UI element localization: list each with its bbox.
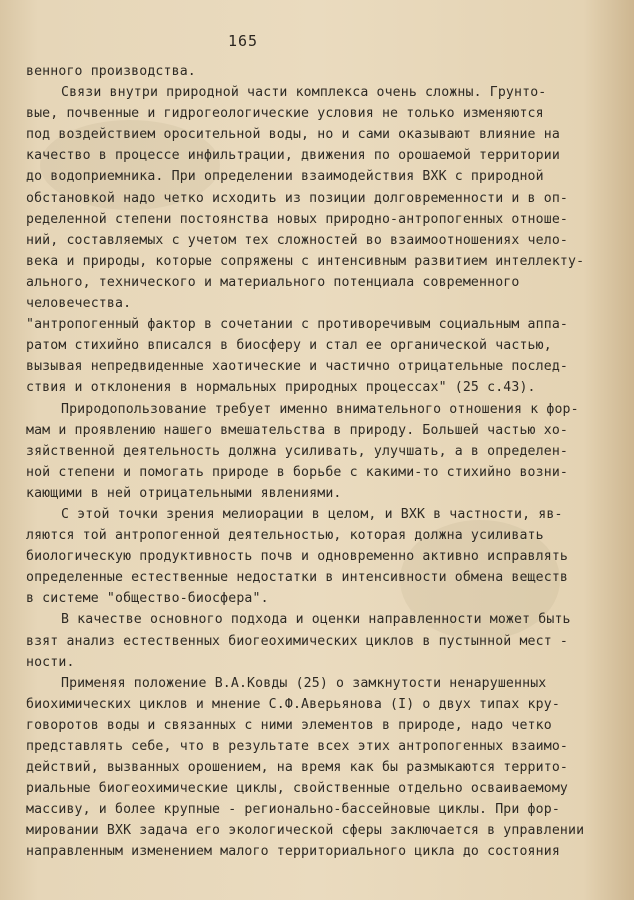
text-line: массиву, и более крупные - регионально-бассейновые циклы. При фор- bbox=[26, 802, 560, 818]
page-number: 165 bbox=[228, 32, 259, 50]
text-line: направленным изменением малого территориального цикла до состояния bbox=[26, 844, 560, 860]
text-line: ляются той антропогенной деятельностью, которая должна усиливать bbox=[26, 528, 544, 544]
text-line: С этой точки зрения мелиорации в целом, и ВХК в частности, яв- bbox=[61, 506, 563, 522]
text-line: ной степени и помогать природе в борьбе с какими-то стихийно возни- bbox=[26, 464, 568, 480]
text-line: В качестве основного подхода и оценки направленности может быть bbox=[61, 612, 571, 628]
text-line: биохимических циклов и мнение С.Ф.Аверьянова (I) о двух типах кру- bbox=[26, 696, 560, 712]
text-line: века и природы, которые сопряжены с интенсивным развитием интеллекту- bbox=[26, 253, 585, 269]
text-line: биологическую продуктивность почв и одновременно активно исправлять bbox=[26, 549, 568, 565]
text-line: вызывая непредвиденные хаотические и частично отрицательные послед- bbox=[26, 359, 568, 375]
text-line: ратом стихийно вписался в биосферу и стал ее органической частью, bbox=[26, 338, 552, 354]
text-line: Связи внутри природной части комплекса очень сложны. Грунто- bbox=[61, 85, 547, 101]
text-line: вые, почвенные и гидрогеологические условия не только изменяются bbox=[26, 106, 544, 122]
text-line: Применяя положение В.А.Ковды (25) о замкнутости ненарушенных bbox=[61, 675, 547, 691]
text-line: ределенной степени постоянства новых природно-антропогенных отноше- bbox=[26, 211, 568, 227]
text-line: в системе "общество-биосфера". bbox=[26, 591, 269, 607]
text-line: качество в процессе инфильтрации, движения по орошаемой территории bbox=[26, 148, 560, 164]
text-line: взят анализ естественных биогеохимических циклов в пустынной мест - bbox=[26, 633, 568, 649]
text-line: мам и проявлению нашего вмешательства в природу. Большей частью хо- bbox=[26, 422, 568, 438]
text-line: до водоприемника. При определении взаимодействия ВХК с природной bbox=[26, 169, 544, 185]
text-line: под воздействием оросительной воды, но и сами оказывают влияние на bbox=[26, 127, 560, 143]
text-line: "антропогенный фактор в сочетании с противоречивым социальным аппа- bbox=[26, 317, 568, 333]
text-line: говоротов воды и связанных с ними элементов в природе, надо четко bbox=[26, 717, 552, 733]
text-line: представлять себе, что в результате всех этих антропогенных взаимо- bbox=[26, 739, 568, 754]
text-line: действий, вызванных орошением, на время как бы размыкаются террито- bbox=[26, 760, 568, 776]
text-line: зяйственной деятельность должна усиливать, улучшать, а в определен- bbox=[26, 443, 568, 459]
text-line: ствия и отклонения в нормальных природных процессах" (25 с.43). bbox=[26, 380, 536, 396]
text-line: определенные естественные недостатки в интенсивности обмена веществ bbox=[26, 570, 568, 586]
body-text bbox=[26, 61, 618, 863]
text-line: мировании ВХК задача его экологической сферы заключается в управлении bbox=[26, 823, 585, 839]
text-line: венного производства. bbox=[26, 64, 196, 79]
text-line: человечества. bbox=[26, 296, 132, 312]
text-line: кающими в ней отрицательными явлениями. bbox=[26, 485, 342, 501]
text-line: ального, технического и материального потенциала современного bbox=[26, 274, 520, 290]
text-line: ний, составляемых с учетом тех сложностей во взаимоотношениях чело- bbox=[26, 232, 568, 248]
text-line: риальные биогеохимические циклы, свойственные отдельно осваиваемому bbox=[26, 781, 568, 797]
text-line: ности. bbox=[26, 654, 75, 670]
text-line: Природопользование требует именно внимательного отношения к фор- bbox=[61, 401, 579, 417]
text-line: обстановкой надо четко исходить из позиции долговременности и в оп- bbox=[26, 190, 568, 206]
